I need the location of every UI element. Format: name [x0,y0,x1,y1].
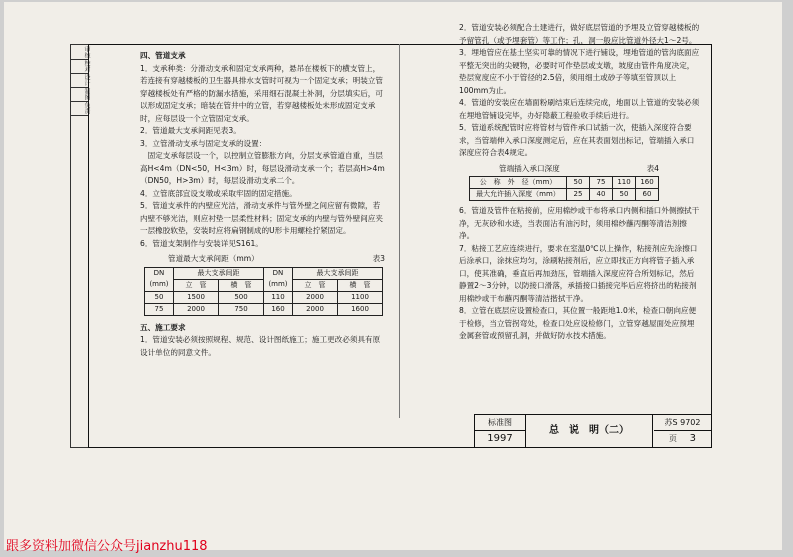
strip-cell: 审核 [71,45,89,60]
column-divider [399,44,400,418]
table-cell: 160 [264,303,293,315]
section-heading: 五、施工要求 [140,322,186,332]
drawing-sheet [4,2,782,550]
right-column [459,22,701,343]
paragraph: 7．粘接工艺应连续进行，要求在室温0℃以上操作，粘接剂应先涂擦口后涂承口，涂抹应均匀，涂刷粘接剂后，应立即找正方向将管子插入承口，使其准确，垂直后再加劲压，管端插入深度应符合所划标记，然后静置2～3分钟，以防接口滑落，承插接口插接完毕后应将挤出的粘接剂用棉纱或干布蘸丙酮等清洁揩拭干净。 [459,243,698,303]
table-cell: 110 [264,291,293,303]
std-year: 1997 [475,431,526,447]
table-cell: 1600 [338,303,383,315]
paragraph: 1．支承种类：分滑动支承和固定支承两种，悬吊在楼板下的横支管上，若连接有穿越楼板的卫生器具排水支管时可视为一个固定支承；明装立管穿越楼板处有严格的防漏水措施，采用细石混凝土补洞，分层填实后，可以形成固定支承；暗装在管井中的立管，若穿越楼板处未形成固定支承时，应每层设一个立管固定支承。 [140,63,383,123]
table-cell: 1100 [338,291,383,303]
strip-cell: 设计 [71,73,89,88]
table-row [470,189,659,201]
table3-caption [140,253,385,266]
left-paragraphs-2 [140,322,385,360]
table3-subheader: 横 管 [219,279,264,291]
strip-cell: 校对 [71,59,89,74]
table3-label: 表3 [372,254,385,263]
table-cell: 2000 [174,303,219,315]
paragraph: 3．埋地管应在基土坚实可靠的情况下进行铺设，埋地管道的管沟底面应平整无突出的尖硬物，必要时可作垫层或支墩，坡度由管件角度决定，垫层宽度应不小于管径的2.5倍，须用细土或砂子等填至管顶以上100mm为止。 [459,48,700,95]
table3-subheader: 横 管 [338,279,383,291]
table-cell: 75 [590,177,613,189]
table3-group-header: 最大支承间距 [174,267,264,279]
paragraph: 4．管道的安装应在墙面粉刷结束后连续完成，地面以上管道的安装必须在埋地管铺设完毕，办好隐蔽工程验收手续后进行。 [459,98,700,120]
table4-title: 管端插入承口深度 [499,163,560,173]
table-cell: 750 [219,303,264,315]
paragraph: 4．立管底部宜设支墩或采取牢固的固定措施。 [140,188,297,198]
table-cell: 160 [636,177,659,189]
table-cell: 最大允许插入深度（mm） [470,189,567,201]
table-cell: 50 [145,291,174,303]
paragraph: 8．立管在底层应设置检查口，其位置一般距地1.0米，检查口朝向应便于检修，当立管拐弯处，检查口处应设检修门，立管穿越屋面处应预埋金属套管或预留孔洞，并做好防水技术措施。 [459,306,697,340]
table-row [145,291,383,303]
paragraph: 6．管道支架制作与安装详见S161。 [140,238,263,248]
paragraph: 5．管道系统配管时应将管材与管件承口试插一次，使插入深度符合要求，当管端伸入承口深度测定后，应在其表面划出标记，管端插入承口深度应符合表4规定。 [459,123,695,157]
paragraph: 6．管道及管件在粘接前，应用棉纱或干布将承口内侧和插口外侧擦拭干净，无灰砂和水迹，当表面沾有油污时，须用棉纱蘸丙酮等清洁剂擦净。 [459,206,700,240]
insertion-depth-table [469,176,659,201]
table4-caption [459,163,659,176]
table-cell: 2000 [293,303,338,315]
table3-group-header: 最大支承间距 [293,267,383,279]
table-cell: 50 [567,177,590,189]
right-paragraphs [459,22,701,160]
paragraph: 5．管道支承件的内壁应光洁，滑动支承件与管外壁之间应留有微隙，若内壁不够光洁，则应衬垫一层柔性材料；固定支承的内壁与管外壁间应夹一层橡胶软垫，安装时应将扁钢制成的U形卡用螺栓拧紧固定。 [140,201,383,235]
table-cell: 110 [613,177,636,189]
table-cell: 60 [636,189,659,201]
support-spacing-table [144,267,383,316]
table3-subheader: 立 管 [293,279,338,291]
section-heading: 四、管道支承 [140,51,186,60]
page-number: 3 [689,433,696,444]
table4-label: 表4 [646,163,659,173]
table-cell: 75 [145,303,174,315]
table3-dn-header: DN (mm) [264,267,293,291]
table3-title: 管道最大支承间距（mm） [168,254,259,263]
page-label: 页 [669,434,678,443]
table-cell: 500 [219,291,264,303]
left-column [140,50,385,359]
table3-subheader: 立 管 [174,279,219,291]
sheet-title: 总 说 明（二） [526,415,653,447]
table-row [470,177,659,189]
strip-cell: 负责 [71,101,89,116]
paragraph: 3．立管滑动支承与固定支承的设置： 固定支承每层设一个，以控制立管膨胀方向，分层支承管道自重，当层高H<4m（DN<50，H<3m）时，每层设滑动支承一个；若层高H>4m（DN50，H>3m）时，每层设滑动支承二个。 [140,138,385,185]
table-cell: 25 [567,189,590,201]
table-row [145,303,383,315]
table-cell: 2000 [293,291,338,303]
strip-cell: 制图 [71,87,89,102]
paragraph: 2．管道最大支承间距见表3。 [140,126,241,135]
page-number-field [654,431,711,447]
drawing-code: 苏S 9702 [654,415,711,431]
std-label: 标准图 [475,415,526,431]
table-cell: 公 称 外 径（mm） [470,177,567,189]
table-cell: 40 [590,189,613,201]
paragraph: 1．管道安装必须按照规程、规范、设计图纸施工；施工更改必须具有原设计单位的同意文件。 [140,335,381,357]
table-cell: 50 [613,189,636,201]
left-paragraphs [140,50,385,250]
signature-strip [70,44,89,448]
paragraph: 2．管道安装必须配合土建进行，做好底层管道的予埋及立管穿越楼板的予留管孔（或予埋套管）等工作；孔，洞一般应比管道外径大1～2号。 [459,23,700,45]
table3-dn-header: DN (mm) [145,267,174,291]
title-block [474,414,711,447]
right-paragraphs-2 [459,205,701,343]
table-cell: 1500 [174,291,219,303]
watermark-text: 跟多资料加微信公众号jianzhu118 [6,539,208,554]
